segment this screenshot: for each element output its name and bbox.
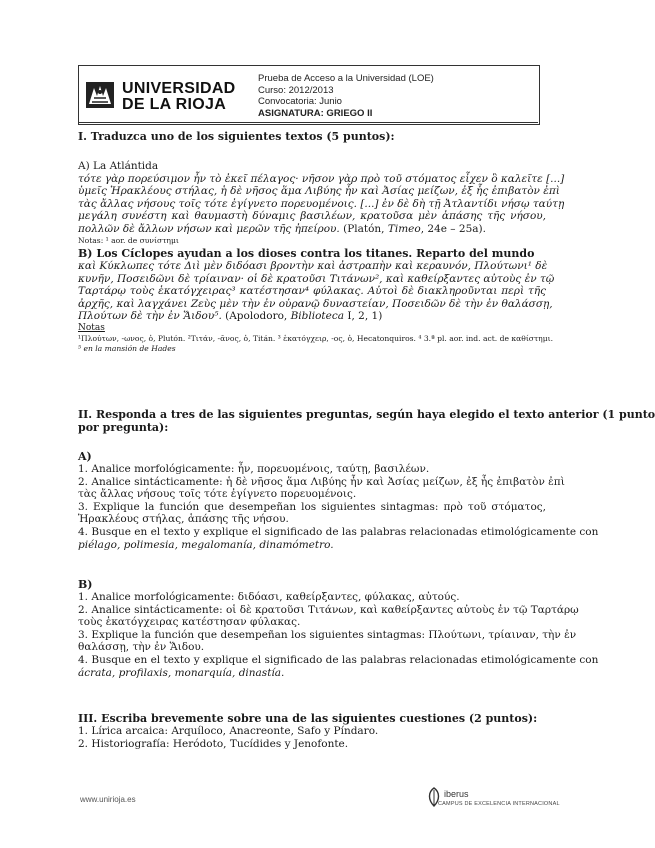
iberus-logo-subtitle: CAMPUS DE EXCELENCIA INTERNACIONAL — [438, 801, 560, 807]
university-name — [122, 81, 236, 113]
text-a-notes: Notas: ¹ aor. de συνίστημι — [78, 235, 179, 245]
part3-item-2: 2. Historiografía: Heródoto, Tucídides y Jenofonte. — [78, 737, 349, 750]
part2-b-item-3-cont: θαλάσσῃ, τὴν ἐν Ἅιδου. — [78, 641, 205, 654]
part2-section-b — [78, 578, 599, 679]
text-b-notes-line-2: ⁵ en la mansión de Hades — [78, 343, 176, 353]
part2-heading-line-2: por pregunta): — [78, 421, 169, 434]
text-a-line-2: ὑμεῖς Ἡρακλέους στήλας, ἡ δὲ νῆσος ἅμα Λιβύης ἦν καὶ Ἀσίας μείζων, ἐξ ἧς ἐπιβατὸν ἐπὶ — [78, 185, 560, 198]
part2-b-item-4: 4. Busque en el texto y explique el significado de las palabras relacionadas etimológicamente con — [78, 653, 599, 666]
part2-b-item-2: 2. Analice sintácticamente: οἱ δὲ κρατοῦσι Τιτάνων, καὶ καθείρξαντες αὐτοὺς ἐν τῷ Ταρτάρῳ — [78, 603, 579, 616]
header-divider — [78, 122, 538, 123]
text-a-line-5 — [78, 223, 546, 236]
text-b-line-1: καὶ Κύκλωπες τότε Διὶ μὲν διδόασι βροντὴν καὶ ἀστραπὴν καὶ κεραυνόν, Πλούτωνι¹ δὲ — [78, 260, 548, 272]
part2-a-item-3: 3. Explique la función que desempeñan los siguientes sintagmas: πρὸ τοῦ στόματος, — [78, 500, 546, 513]
text-a-source-author: (Platón, — [343, 222, 388, 235]
exam-subject: ASIGNATURA: GRIEGO II — [258, 107, 373, 119]
text-b-line-5 — [78, 310, 546, 323]
exam-metadata — [258, 73, 434, 119]
text-b-title: B) Los Cíclopes ayudan a los dioses contra los titanes. Reparto del mundo — [78, 247, 535, 260]
part2-heading — [78, 408, 655, 434]
part2-a-item-3-cont: Ἡρακλέους στήλας, ἁπάσης τῆς νήσου. — [78, 513, 289, 526]
iberus-logo-text: iberus — [444, 789, 469, 799]
part2-a-item-2: 2. Analice sintácticamente: ἡ δὲ νῆσος ἅμα Λιβύης ἦν καὶ Ἀσίας μείζων, ἐξ ἧς ἐπιβατὸν ἐπὶ — [78, 475, 565, 488]
text-a — [78, 160, 565, 246]
part2-a-item-2-cont: τὰς ἄλλας νήσους τοῖς τότε ἐγίγνετο πορευομένοις. — [78, 488, 357, 501]
text-a-last-greek: πολλῶν δὲ ἄλλων νήσων καὶ μερῶν τῆς ἠπείρου. — [78, 222, 340, 235]
exam-course: Curso: 2012/2013 — [258, 84, 334, 96]
university-line2: DE LA RIOJA — [122, 96, 227, 113]
text-a-source-ref: , 24e – 25a). — [420, 222, 486, 235]
part2-heading-line-1: II. Responda a tres de las siguientes preguntas, según haya elegido el texto anterior (1 punto — [78, 408, 655, 421]
part2-b-item-2-cont: τοὺς ἑκατόγχειρας κατέστησαν φύλακας. — [78, 616, 301, 629]
part2-b-item-3: 3. Explique la función que desempeñan los siguientes sintagmas: Πλούτωνι, τρίαιναν, τὴν ἐν — [78, 628, 577, 641]
part2-b-item-1: 1. Analice morfológicamente: διδόασι, καθείρξαντες, φύλακας, αὐτούς. — [78, 591, 460, 603]
part3-item-1: 1. Lírica arcaica: Arquíloco, Anacreonte, Safo y Píndaro. — [78, 725, 379, 737]
part2-b-label: B) — [78, 578, 93, 591]
text-b-line-2: κυνῆν, Ποσειδῶνι δὲ τρίαιναν· οἱ δὲ κρατοῦσι Τιτάνων², καὶ καθείρξαντες αὐτοὺς ἐν τῷ — [78, 272, 555, 285]
text-b-line-4: ἀρχῆς, καὶ λαγχάνει Ζεὺς μὲν τὴν ἐν οὐρανῷ δυναστείαν, Ποσειδῶν δὲ τὴν ἐν θαλάσσῃ, — [78, 297, 553, 310]
text-b-notes-line-1: ¹Πλούτων, -ωνος, ὁ, Plutón. ²Τιτάν, -ᾶνος, ὁ, Titán. ³ ἑκατόγχειρ, -ος, ὁ, Hecatonquiros. ⁴ 3.ª pl. aor. ind. act. de καθίστημι. — [78, 333, 554, 343]
part2-a-item-1: 1. Analice morfológicamente: ἦν, πορευομένοις, ταύτῃ, βασιλέων. — [78, 463, 430, 475]
text-a-title: A) La Atlántida — [78, 160, 159, 172]
part3-heading: III. Escriba brevemente sobre una de las siguientes cuestiones (2 puntos): — [78, 712, 538, 725]
part2-a-item-4: 4. Busque en el texto y explique el significado de las palabras relacionadas etimológicamente con — [78, 525, 599, 538]
university-line1: UNIVERSIDAD — [122, 80, 236, 97]
text-a-line-1: τότε γὰρ πορεύσιμον ἦν τὸ ἐκεῖ πέλαγος· νῆσον γὰρ πρὸ τοῦ στόματος εἶχεν ὃ καλεῖτε [...] — [78, 172, 565, 185]
part1-heading: I. Traduzca uno de los siguientes textos (5 puntos): — [78, 130, 395, 143]
part2-b-words: ácrata, profilaxis, monarquía, dinastía. — [78, 666, 285, 679]
exam-call: Convocatoria: Junio — [258, 96, 342, 107]
text-b-line-3: Ταρτάρῳ τοὺς ἑκατόγχειρας³ κατέστησαν⁴ φύλακας. Αὐτοὶ δὲ διακληροῦνται περὶ τῆς — [78, 285, 546, 298]
part2-section-a — [78, 450, 599, 551]
university-crest-icon — [86, 82, 114, 108]
text-a-source-work: Timeo — [387, 222, 421, 235]
text-b-notes-title: Notas — [78, 322, 105, 333]
text-a-line-4: μεγάλη συνέστη καὶ θαυμαστὴ δύναμις βασιλέων, κρατοῦσα μὲν ἁπάσης τῆς νήσου, — [78, 210, 546, 223]
part2-a-label: A) — [78, 450, 92, 463]
text-a-line-3: τὰς ἄλλας νήσους τοῖς τότε ἐγίγνετο πορευομένοις. [...] ἐν δὲ δὴ τῇ Ἀτλαντίδι νήσῳ ταύτῃ — [78, 197, 565, 210]
part2-a-words: piélago, polimesia, megalomanía, dinamómetro. — [78, 538, 334, 551]
text-b-last-greek: Πλούτων δὲ τὴν ἐν Ἅιδου⁵. — [78, 310, 222, 323]
text-b-source-ref: I, 2, 1) — [344, 310, 383, 323]
exam-title: Prueba de Acceso a la Universidad (LOE) — [258, 73, 434, 84]
text-b-source-author: (Apolodoro, — [221, 310, 291, 323]
part3 — [78, 712, 546, 750]
footer-url: www.unirioja.es — [80, 795, 136, 804]
text-b-source-work: Biblioteca — [290, 310, 345, 323]
text-b — [78, 247, 555, 354]
